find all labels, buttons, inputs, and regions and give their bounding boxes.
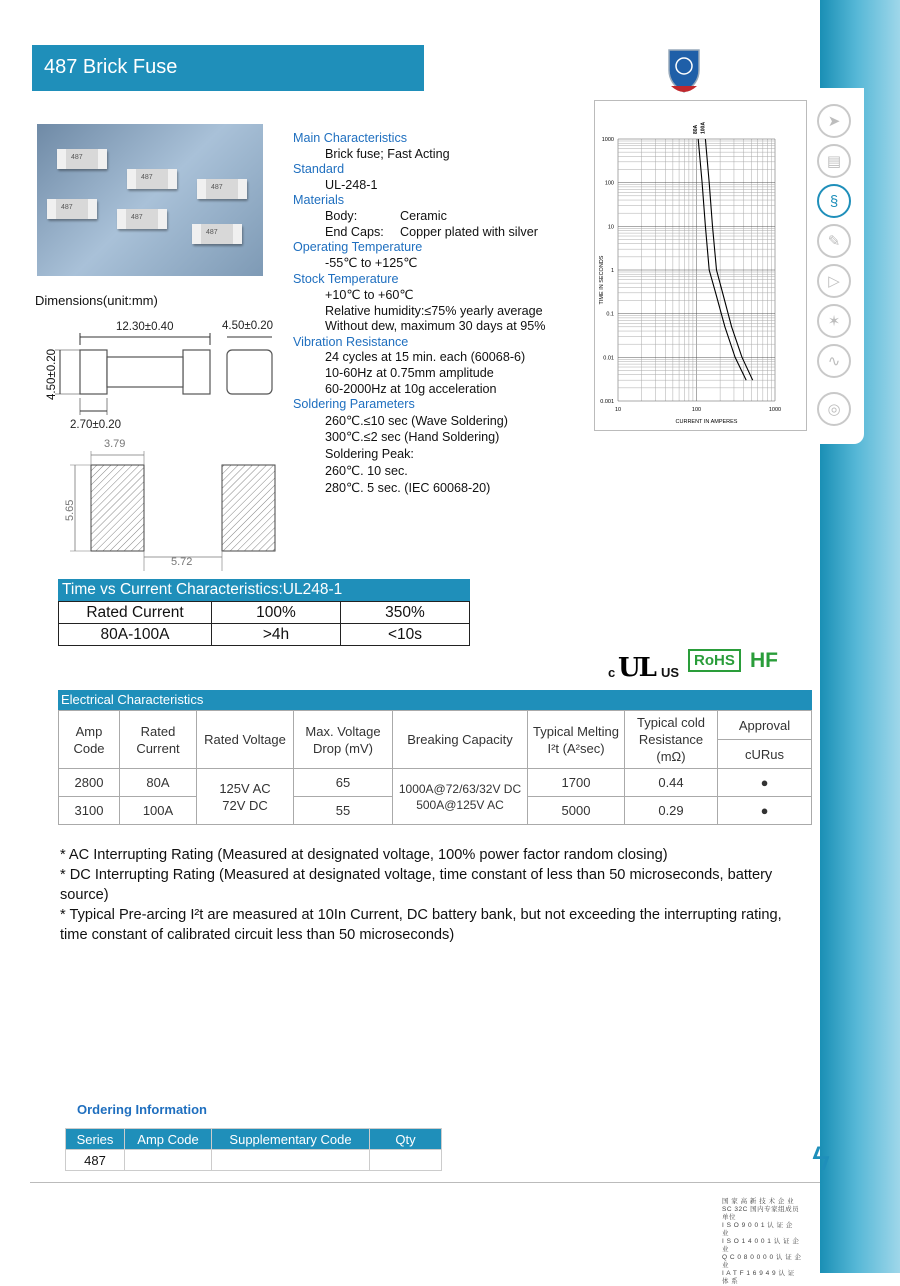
- x-tick-label: 10: [614, 407, 622, 413]
- tvc-cell: 80A-100A: [59, 624, 212, 646]
- ul-logo-icon: UL: [618, 653, 655, 683]
- materials-heading: Materials: [293, 193, 345, 208]
- product-photo: [37, 124, 263, 276]
- order-qty-cell[interactable]: [370, 1150, 442, 1171]
- width-dimension: 4.50±0.20: [222, 320, 274, 332]
- rohs-badge: RoHS: [688, 649, 741, 672]
- arrow-icon[interactable]: ➤: [817, 104, 851, 138]
- order-supplementary-cell[interactable]: [212, 1150, 370, 1171]
- ordering-table: [65, 1128, 442, 1171]
- characteristics-list: [293, 131, 583, 497]
- y-tick-label: 0.001: [600, 399, 614, 405]
- amp-code-cell: 3100: [59, 797, 120, 825]
- col-resistance: Typical cold Resistance (mΩ): [625, 711, 718, 769]
- fuse-chip: 487: [57, 149, 107, 169]
- cert-line: Q C 0 8 0 0 0 0 认 证 企 业: [722, 1254, 802, 1269]
- fuse-icon[interactable]: §: [817, 184, 851, 218]
- soldering-value: 300℃.≤2 sec (Hand Soldering): [325, 430, 500, 445]
- vibration-value: 24 cycles at 15 min. each (60068-6): [325, 350, 526, 365]
- x-tick-label: 1000: [768, 407, 782, 413]
- bulb-icon[interactable]: ✎: [817, 224, 851, 258]
- soldering-heading: Soldering Parameters: [293, 397, 415, 412]
- hf-badge: HF: [750, 649, 778, 672]
- certification-marks: [608, 647, 788, 681]
- soldering-value: 260℃. 10 sec.: [325, 464, 408, 479]
- approval-cell: ●: [718, 769, 812, 797]
- materials-caps-row: End Caps: Copper plated with silver: [325, 224, 538, 239]
- order-col-qty: Qty: [370, 1129, 442, 1150]
- footer-divider: [30, 1182, 820, 1183]
- soldering-value: 260℃.≤10 sec (Wave Soldering): [325, 413, 508, 428]
- rated-current-cell: 80A: [120, 769, 197, 797]
- tvc-header: 350%: [341, 602, 470, 624]
- voltage-drop-cell: 65: [294, 769, 393, 797]
- cert-line: SC 32C 国内专家组成员单位: [722, 1206, 800, 1221]
- tvc-cell: >4h: [212, 624, 341, 646]
- order-col-supplementary: Supplementary Code: [212, 1129, 370, 1150]
- table-row: [66, 1150, 442, 1171]
- table-row: [59, 769, 812, 797]
- side-icon-column: [817, 104, 857, 432]
- time-vs-current-table: [58, 579, 470, 646]
- fuse-chip: 487: [127, 169, 177, 189]
- col-rated-voltage: Rated Voltage: [197, 711, 294, 769]
- stock-temperature-value: +10℃ to +60℃: [325, 287, 414, 302]
- cert-line: I S O 1 4 0 0 1 认 证 企 业: [722, 1238, 800, 1253]
- cap-dimension: 2.70±0.20: [70, 419, 122, 431]
- col-approval: Approval: [718, 711, 812, 740]
- certification-list: [722, 1198, 802, 1286]
- melting-cell: 5000: [528, 797, 625, 825]
- y-tick-label: 100: [604, 180, 614, 187]
- order-col-series: Series: [66, 1129, 125, 1150]
- note-ac: * AC Interrupting Rating (Measured at designated voltage, 100% power factor random closing): [60, 847, 668, 863]
- y-tick-label: 1000: [601, 137, 614, 143]
- col-approval-curus: cURus: [718, 740, 812, 769]
- lightning-icon: ϟ: [812, 1140, 830, 1178]
- y-axis-label: TIME IN SECONDS: [599, 255, 605, 305]
- time-current-chart-svg: [595, 101, 806, 430]
- fuse-chip: 487: [47, 199, 97, 219]
- x-axis-label: CURRENT IN AMPERES: [675, 419, 738, 425]
- dimensions-label: Dimensions(unit:mm): [35, 293, 158, 308]
- col-amp-code: Amp Code: [59, 711, 120, 769]
- y-tick-label: 1: [610, 268, 614, 274]
- resistance-cell: 0.44: [625, 769, 718, 797]
- electrical-title: Electrical Characteristics: [58, 690, 812, 710]
- main-characteristics-heading: Main Characteristics: [293, 131, 408, 145]
- curve-label-100A: 100A: [700, 122, 707, 134]
- cert-line: I S O 9 0 0 1 认 证 企 业: [722, 1222, 793, 1237]
- page-title-text: 487 Brick Fuse: [44, 56, 178, 78]
- vibration-heading: Vibration Resistance: [293, 334, 409, 349]
- stock-temperature-heading: Stock Temperature: [293, 272, 399, 287]
- tvc-cell: <10s: [341, 624, 470, 646]
- footnotes: [60, 845, 805, 945]
- operating-temperature-heading: Operating Temperature: [293, 240, 423, 255]
- main-characteristics-value: Brick fuse; Fast Acting: [325, 146, 450, 161]
- order-series-cell: 487: [66, 1150, 125, 1171]
- vibration-value: 60-2000Hz at 10g acceleration: [325, 381, 497, 396]
- ul-c-text: c: [608, 665, 616, 680]
- col-voltage-drop: Max. Voltage Drop (mV): [294, 711, 393, 769]
- tvc-header: 100%: [212, 602, 341, 624]
- y-tick-label: 0.01: [603, 355, 614, 362]
- vibration-value: 10-60Hz at 0.75mm amplitude: [325, 365, 494, 380]
- time-current-chart: [594, 100, 807, 431]
- operating-temperature-value: -55℃ to +125℃: [325, 255, 418, 270]
- book-icon[interactable]: ▤: [817, 144, 851, 178]
- soldering-value: 280℃. 5 sec. (IEC 60068-20): [325, 480, 491, 495]
- order-amp-code-cell[interactable]: [125, 1150, 212, 1171]
- breaking-capacity-cell: 1000A@72/63/32V DC 500A@125V AC: [393, 769, 528, 825]
- electrical-characteristics-table: [58, 690, 812, 825]
- rated-current-cell: 100A: [120, 797, 197, 825]
- y-tick-label: 0.1: [606, 311, 614, 318]
- fuse-chip: 487: [192, 224, 242, 244]
- soldering-value: Soldering Peak:: [325, 447, 414, 462]
- note-i2t: * Typical Pre-arcing I²t are measured at 10In Current, DC battery bank, but not exceeding the interrupting rating, time constant of calibrated circuit less than 50 microseconds): [60, 907, 782, 943]
- cert-line: I A T F 1 6 9 4 9 认 证 体 系: [722, 1270, 795, 1285]
- pad-width-dimension: 3.79: [104, 438, 126, 450]
- tvc-title: Time vs Current Characteristics:UL248-1: [58, 579, 470, 601]
- col-melting: Typical Melting I²t (A²sec): [528, 711, 625, 769]
- height-dimension: 4.50±0.20: [46, 348, 58, 400]
- stock-dew-value: Without dew, maximum 30 days at 95%: [325, 319, 546, 334]
- cert-line: 国 家 高 新 技 术 企 业: [722, 1198, 795, 1205]
- standard-heading: Standard: [293, 162, 345, 177]
- resistance-cell: 0.29: [625, 797, 718, 825]
- voltage-drop-cell: 55: [294, 797, 393, 825]
- plug-icon[interactable]: ▷: [817, 264, 851, 298]
- curve-label-80A: 80A: [693, 124, 700, 134]
- page-title: [32, 45, 424, 91]
- pad-height-dimension: 5.65: [64, 499, 76, 521]
- rated-voltage-cell: 125V AC 72V DC: [197, 769, 294, 825]
- flame-icon[interactable]: ✶: [817, 304, 851, 338]
- pad-gap-dimension: 5.72: [171, 556, 193, 568]
- ul-us-text: US: [661, 665, 680, 680]
- melting-cell: 1700: [528, 769, 625, 797]
- pad-layout-drawing: [60, 445, 285, 570]
- length-dimension: 12.30±0.40: [116, 321, 174, 333]
- standard-value: UL-248-1: [325, 177, 378, 192]
- x-tick-label: 100: [691, 407, 702, 413]
- fuse-chip: 487: [197, 179, 247, 199]
- company-logo-icon: [665, 46, 703, 96]
- coil-icon[interactable]: ∿: [817, 344, 851, 378]
- ordering-title: Ordering Information: [77, 1102, 207, 1117]
- approval-cell: ●: [718, 797, 812, 825]
- globe-icon[interactable]: ◎: [817, 392, 851, 426]
- fuse-chip: 487: [117, 209, 167, 229]
- note-dc: * DC Interrupting Rating (Measured at designated voltage, time constant of less than 50 microseconds, battery source): [60, 867, 773, 903]
- order-col-amp-code: Amp Code: [125, 1129, 212, 1150]
- materials-body-row: Body: Ceramic: [325, 208, 447, 223]
- col-rated-current: Rated Current: [120, 711, 197, 769]
- amp-code-cell: 2800: [59, 769, 120, 797]
- col-breaking-capacity: Breaking Capacity: [393, 711, 528, 769]
- y-tick-label: 10: [607, 224, 614, 231]
- stock-humidity-value: Relative humidity:≤75% yearly average: [325, 303, 543, 318]
- tvc-header: Rated Current: [59, 602, 212, 624]
